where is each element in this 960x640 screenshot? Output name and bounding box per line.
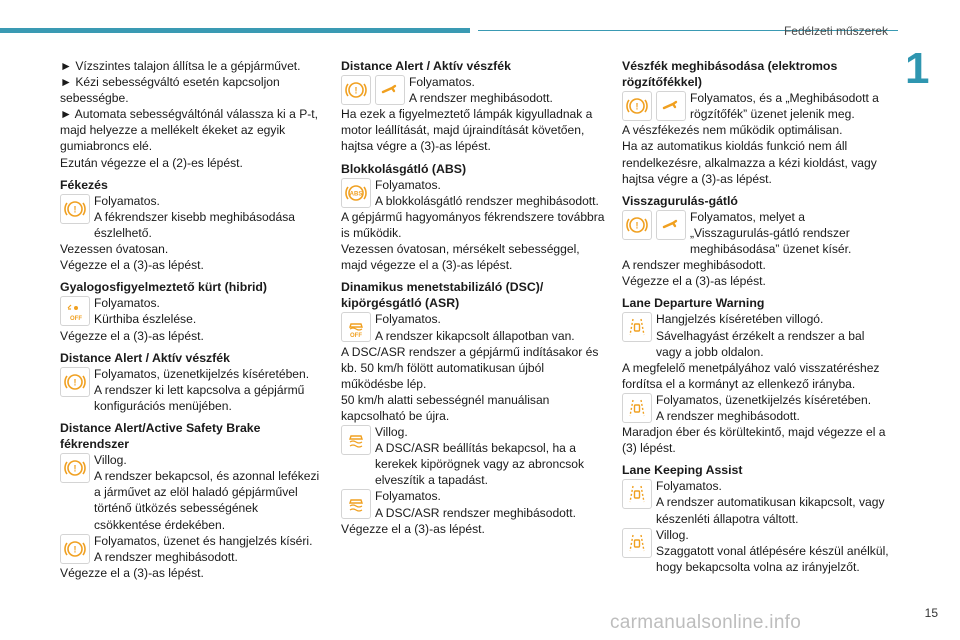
brake-warning-icon	[622, 91, 652, 121]
header-accent-bar	[0, 28, 470, 33]
wrench-icon	[656, 210, 686, 240]
horn-off-icon	[60, 296, 90, 326]
page-number: 15	[924, 606, 938, 620]
text: Folyamatos.	[94, 193, 160, 208]
text: A DSC/ASR rendszer a gépjármű indításakor és kb. 50 km/h fölött automatikusan újból működésbe lép.	[341, 344, 599, 391]
heading-abs: Blokkolásgátló (ABS)	[341, 161, 467, 176]
heading-active-safety-brake: Distance Alert/Active Safety Brake fékrendszer	[60, 420, 261, 452]
text: Folyamatos.	[409, 75, 475, 90]
da2-row	[341, 74, 609, 106]
instruction-4: Ezután végezze el a (2)-es lépést.	[60, 155, 243, 170]
lane-keeping-icon	[622, 479, 652, 509]
instruction-3: ► Automata sebességváltónál válassza ki a P-t, majd helyezze a mellékelt ékeket az egyik gumiabroncs elé.	[60, 107, 319, 154]
text: Kürthiba észlelése.	[94, 312, 197, 327]
distance-alert-icon	[60, 367, 90, 397]
heading-brake: Fékezés	[60, 177, 108, 192]
horn-row	[60, 295, 326, 327]
text: A fékrendszer kisebb meghibásodása észlelhető.	[94, 209, 296, 240]
eb-row	[622, 90, 890, 122]
safety-brake-icon	[60, 453, 90, 483]
ldw-row-2	[622, 392, 890, 424]
da-row	[60, 366, 326, 414]
brake-warning-icon	[622, 210, 652, 240]
text: Ha ezek a figyelmeztető lámpák kigyulladnak a motor leállítását, majd újraindítását követően, hajtsa végre a (3)-as lépést.	[341, 107, 593, 154]
heading-horn: Gyalogosfigyelmeztető kürt (hibrid)	[60, 280, 268, 295]
text: A DSC/ASR beállítás bekapcsol, ha a kerekek kipörögnek vagy az abroncsok elveszítik a tapadást.	[375, 441, 585, 488]
text: A rendszer automatikusan kikapcsolt, vagy készenléti állapotra váltott.	[656, 495, 885, 526]
rb-row	[622, 209, 890, 257]
ldw-row-1	[622, 311, 890, 359]
abs-icon	[341, 178, 371, 208]
text: 50 km/h alatti sebességnél manuálisan kapcsolható be újra.	[341, 392, 550, 423]
dasb-row-1	[60, 452, 326, 532]
lane-departure-icon	[622, 312, 652, 342]
instruction-1: ► Vízszintes talajon állítsa le a gépjárművet.	[60, 59, 301, 73]
heading-dsc: Dinamikus menetstabilizáló (DSC)/ kipörgésgátló (ASR)	[341, 280, 544, 311]
heading-distance-alert: Distance Alert / Aktív vészfék	[60, 350, 230, 365]
heading-rollback: Visszagurulás-gátló	[622, 193, 738, 208]
column-3	[622, 58, 890, 575]
safety-brake-icon	[60, 534, 90, 564]
text: Végezze el a (3)-as lépést.	[60, 258, 204, 273]
text: A rendszer bekapcsol, és azonnal lefékezi a járművet az elöl haladó gépjárművel történő ütközés sebességének csökkentése érdekében.	[94, 469, 320, 532]
heading-lane-keeping: Lane Keeping Assist	[622, 463, 743, 478]
dasb-row-2	[60, 533, 326, 565]
skid-icon	[341, 425, 371, 455]
text: Folyamatos.	[656, 479, 722, 494]
text: A gépjármű hagyományos fékrendszere továbbra is működik.	[341, 209, 605, 240]
brake-warning-icon	[60, 194, 90, 224]
text: Folyamatos, melyet a „Visszagurulás-gátló rendszer meghibásodása” üzenet kísér.	[690, 209, 852, 257]
text: Villog.	[375, 425, 408, 440]
text: A rendszer meghibásodott.	[409, 91, 553, 106]
lane-keeping-icon	[622, 528, 652, 558]
text: Villog.	[94, 453, 127, 468]
dsc-off-icon	[341, 312, 371, 342]
text: Sávelhagyást érzékelt a rendszer a bal vagy a jobb oldalon.	[656, 328, 865, 359]
instruction-2: ► Kézi sebességváltó esetén kapcsoljon sebességbe.	[60, 75, 280, 106]
heading-emergency-brake: Vészfék meghibásodása (elektromos rögzítőfékkel)	[622, 59, 838, 90]
text: Folyamatos, és a „Meghibásodott a rögzítőfék” üzenet jelenik meg.	[690, 91, 879, 122]
text: Vezessen óvatosan.	[60, 242, 169, 257]
dsc-row-1	[341, 311, 609, 343]
text: Hangjelzés kíséretében villogó.	[656, 312, 824, 327]
text: Vezessen óvatosan, mérsékelt sebességgel, majd végezze el a (3)-as lépést.	[341, 242, 580, 273]
column-1	[60, 58, 326, 581]
wrench-icon	[375, 75, 405, 105]
text: Folyamatos.	[375, 489, 441, 504]
lane-departure-icon	[622, 393, 652, 423]
text: A blokkolásgátló rendszer meghibásodott.	[375, 193, 599, 208]
skid-icon	[341, 489, 371, 519]
text: A rendszer kikapcsolt állapotban van.	[375, 328, 575, 343]
heading-distance-alert-2: Distance Alert / Aktív vészfék	[341, 59, 511, 73]
text: Folyamatos, üzenetkijelzés kíséretében.	[94, 366, 310, 381]
lka-row-2	[622, 527, 890, 575]
text: Folyamatos.	[375, 177, 441, 192]
text: Végezze el a (3)-as lépést.	[60, 565, 204, 580]
lka-row-1	[622, 478, 890, 526]
text: A rendszer meghibásodott.	[656, 408, 800, 423]
text: Folyamatos.	[94, 296, 160, 311]
text: Folyamatos, üzenetkijelzés kíséretében.	[656, 392, 872, 407]
text: Végezze el a (3)-as lépést.	[622, 274, 766, 289]
text: A megfelelő menetpályához való visszatéréshez fordítsa el a kormányt az ellenkező irányba.	[622, 360, 880, 391]
distance-alert-icon	[341, 75, 371, 105]
text: Folyamatos.	[375, 312, 441, 327]
chapter-number: 1	[905, 44, 930, 93]
wrench-icon	[656, 91, 686, 121]
text: A rendszer ki lett kapcsolva a gépjármű konfigurációs menüjében.	[94, 382, 305, 413]
heading-lane-departure: Lane Departure Warning	[622, 296, 765, 311]
text: A rendszer meghibásodott.	[622, 258, 766, 273]
brake-row	[60, 193, 326, 241]
text: Folyamatos, üzenet és hangjelzés kíséri.	[94, 533, 313, 548]
text: A rendszer meghibásodott.	[94, 549, 238, 564]
section-title: Fedélzeti műszerek	[783, 24, 888, 38]
column-2	[341, 58, 609, 537]
text: Villog.	[656, 527, 689, 542]
text: Végezze el a (3)-as lépést.	[341, 521, 485, 536]
text: A DSC/ASR rendszer meghibásodott.	[375, 505, 576, 520]
text: Maradjon éber és körültekintő, majd végezze el a (3) lépést.	[622, 425, 886, 456]
abs-row	[341, 177, 609, 209]
dsc-row-2	[341, 424, 609, 488]
text: Végezze el a (3)-as lépést.	[60, 328, 204, 343]
text: Ha az automatikus kioldás funkció nem áll rendelkezésre, alkalmazza a kézi kioldást, vagy hajtsa végre a (3)-as lépést.	[622, 139, 877, 186]
dsc-row-3	[341, 488, 609, 520]
watermark: carmanualsonline.info	[610, 612, 802, 633]
text: A vészfékezés nem működik optimálisan.	[622, 123, 843, 138]
text: Szaggatott vonal átlépésére készül anélkül, hogy bekapcsolta volna az irányjelzőt.	[656, 543, 889, 574]
